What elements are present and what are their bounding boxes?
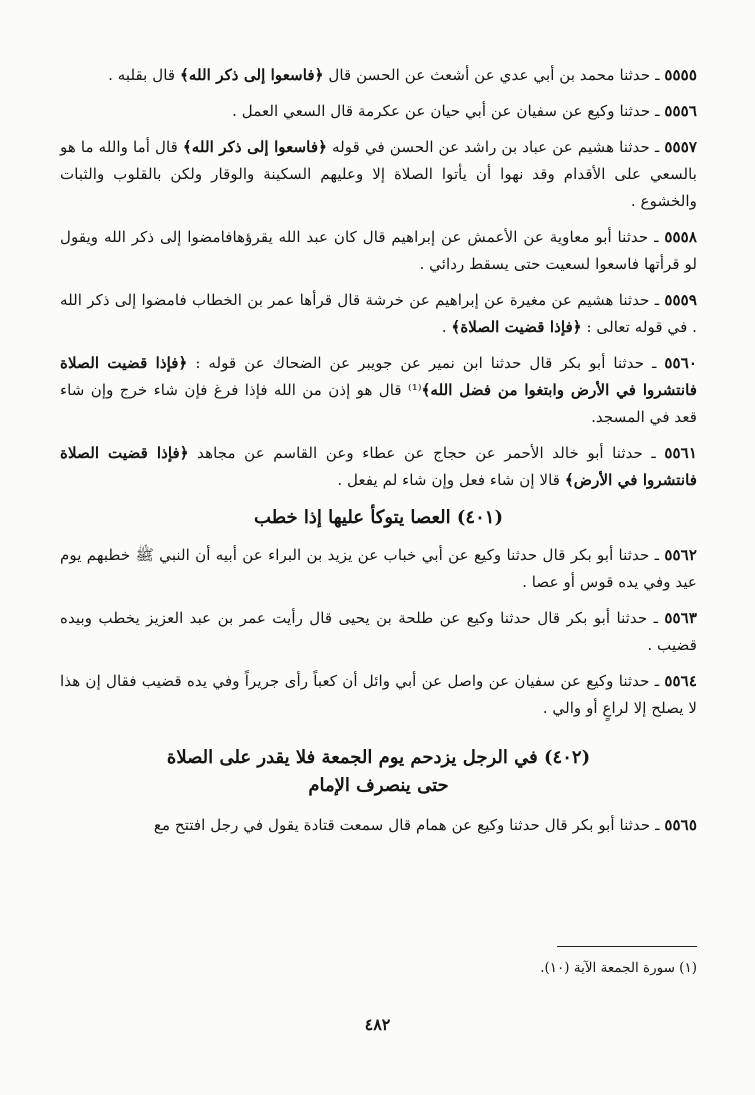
hadith-5563: ٥٥٦٣ ـ حدثنا أبو بكر قال حدثنا وكيع عن طلحة بن يحيى قال رأيت عمر بن عبد العزيز يخطب وبيده قضيب . <box>60 609 697 654</box>
hadith-5560: ٥٥٦٠ ـ حدثنا أبو بكر قال حدثنا ابن نمير عن جويبر عن الضحاك عن قوله : ﴿فإذا قضيت الصلاة فانتشروا في الأرض وابتغوا من فضل الله﴾⁽¹⁾ قال هو إذن من الله فإذا فرغ فإن شاء خرج وإن شاء قعد في المسجد. <box>60 354 698 426</box>
chapter-heading-401: (٤٠١) العصا يتوكأ عليها إذا خطب <box>254 507 503 528</box>
hadith-5564: ٥٥٦٤ ـ حدثنا وكيع عن سفيان عن واصل عن أبي وائل أن كعباً رأى جريراً وفي يده قضيب فقال إن هذا لا يصلح إلا لراعٍ أو والي . <box>60 672 697 717</box>
footnote: (١) سورة الجمعة الآية (١٠). <box>540 960 697 976</box>
footnote-divider <box>557 946 697 947</box>
chapter-heading-402-line2: حتى ينصرف الإمام <box>308 775 449 796</box>
chapter-heading-402 <box>60 744 697 800</box>
hadith-5556: ٥٥٥٦ ـ حدثنا وكيع عن سفيان عن أبي حيان عن عكرمة قال السعي العمل . <box>232 102 697 120</box>
hadith-5561: ٥٥٦١ ـ حدثنا أبو خالد الأحمر عن حجاج عن عطاء وعن القاسم عن مجاهد ﴿فإذا قضيت الصلاة فانتشروا في الأرض﴾ قالا إن شاء فعل وإن شاء لم يفعل . <box>60 444 697 489</box>
hadith-5565: ٥٥٦٥ ـ حدثنا أبو بكر قال حدثنا وكيع عن همام قال سمعت قتادة يقول في رجل افتتح مع <box>153 816 697 834</box>
hadith-5559: ٥٥٥٩ ـ حدثنا هشيم عن مغيرة عن إبراهيم عن خرشة قال قرأها عمر بن الخطاب فامضوا إلى ذكر الله . في قوله تعالى : ﴿فإذا قضيت الصلاة﴾ . <box>60 291 697 336</box>
page-number: ٤٨٢ <box>364 1015 391 1034</box>
hadith-5562: ٥٥٦٢ ـ حدثنا أبو بكر قال حدثنا وكيع عن أبي خباب عن يزيد بن البراء عن أبيه أن النبي ﷺ خطبهم يوم عيد وفي يده قوس أو عصا . <box>60 546 697 591</box>
hadith-5557: ٥٥٥٧ ـ حدثنا هشيم عن عباد بن راشد عن الحسن في قوله ﴿فاسعوا إلى ذكر الله﴾ قال أما والله ما هو بالسعي على الأقدام وقد نهوا أن يأتوا الصلاة إلا وعليهم السكينة والوقار ولكن بالقلوب والثبات والخشوع . <box>60 138 698 210</box>
page-content <box>60 62 697 848</box>
chapter-heading-402-line1: (٤٠٢) في الرجل يزدحم يوم الجمعة فلا يقدر على الصلاة <box>166 747 591 768</box>
hadith-5555: ٥٥٥٥ ـ حدثنا محمد بن أبي عدي عن أشعث عن الحسن قال ﴿فاسعوا إلى ذكر الله﴾ قال بقلبه . <box>108 66 697 84</box>
hadith-5558: ٥٥٥٨ ـ حدثنا أبو معاوية عن الأعمش عن إبراهيم قال كان عبد الله يقرؤهافامضوا إلى ذكر الله ويقول لو قرأتها فاسعوا لسعيت حتى يسقط ردائي . <box>60 228 697 273</box>
